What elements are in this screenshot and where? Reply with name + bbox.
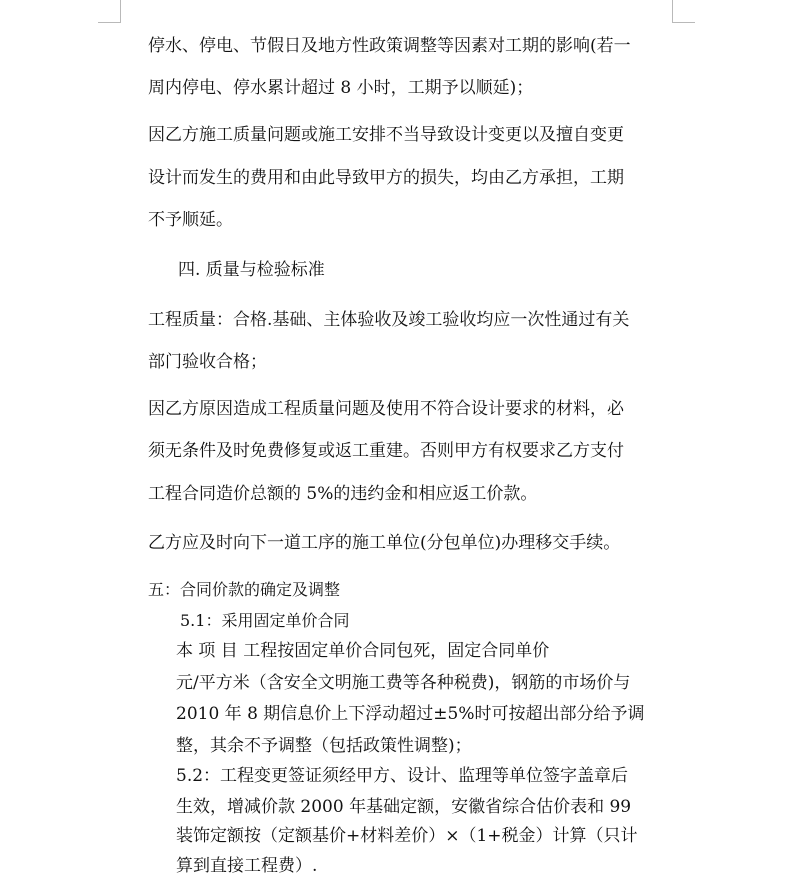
text-line: 须无条件及时免费修复或返工重建。否则甲方有权要求乙方支付 <box>148 441 624 461</box>
subsection-heading: 5.1：采用固定单价合同 <box>180 611 350 630</box>
text-line: 部门验收合格； <box>148 352 267 372</box>
crop-mark-top-right <box>672 0 695 23</box>
crop-mark-top-left <box>98 0 121 23</box>
text-line: 设计而发生的费用和由此导致甲方的损失，均由乙方承担，工期 <box>148 168 624 188</box>
text-line: 工程质量：合格.基础、主体验收及竣工验收均应一次性通过有关 <box>148 310 630 330</box>
text-line: 元/平方米（含安全文明施工费等各种税费)，钢筋的市场价与 <box>176 673 631 693</box>
text-line: 装饰定额按（定额基价+材料差价）×（1+税金）计算（只计 <box>176 826 638 846</box>
text-line: 算到直接工程费）. <box>176 856 318 876</box>
text-line: 工程合同造价总额的 5%的违约金和相应返工价款。 <box>148 484 538 504</box>
text-line: 因乙方施工质量问题或施工安排不当导致设计变更以及擅自变更 <box>148 125 624 145</box>
text-line: 不予顺延。 <box>148 210 233 230</box>
text-line: 2010 年 8 期信息价上下浮动超过±5%时可按超出部分给予调 <box>176 704 645 724</box>
text-line: 5.2：工程变更签证须经甲方、设计、监理等单位签字盖章后 <box>176 766 629 786</box>
text-line: 本 项 目 工程按固定单价合同包死，固定合同单价 <box>176 641 550 661</box>
text-line: 整，其余不予调整（包括政策性调整)； <box>176 736 472 756</box>
text-line: 停水、停电、节假日及地方性政策调整等因素对工期的影响(若一 <box>148 36 631 56</box>
text-line: 乙方应及时向下一道工序的施工单位(分包单位)办理移交手续。 <box>148 533 621 553</box>
text-line: 因乙方原因造成工程质量问题及使用不符合设计要求的材料，必 <box>148 399 624 419</box>
section-heading: 四. 质量与检验标准 <box>178 260 325 280</box>
section-heading: 五：合同价款的确定及调整 <box>148 580 341 599</box>
text-line: 周内停电、停水累计超过 8 小时，工期予以顺延)； <box>148 78 534 98</box>
text-line: 生效，增减价款 2000 年基础定额，安徽省综合估价表和 99 <box>176 797 632 817</box>
